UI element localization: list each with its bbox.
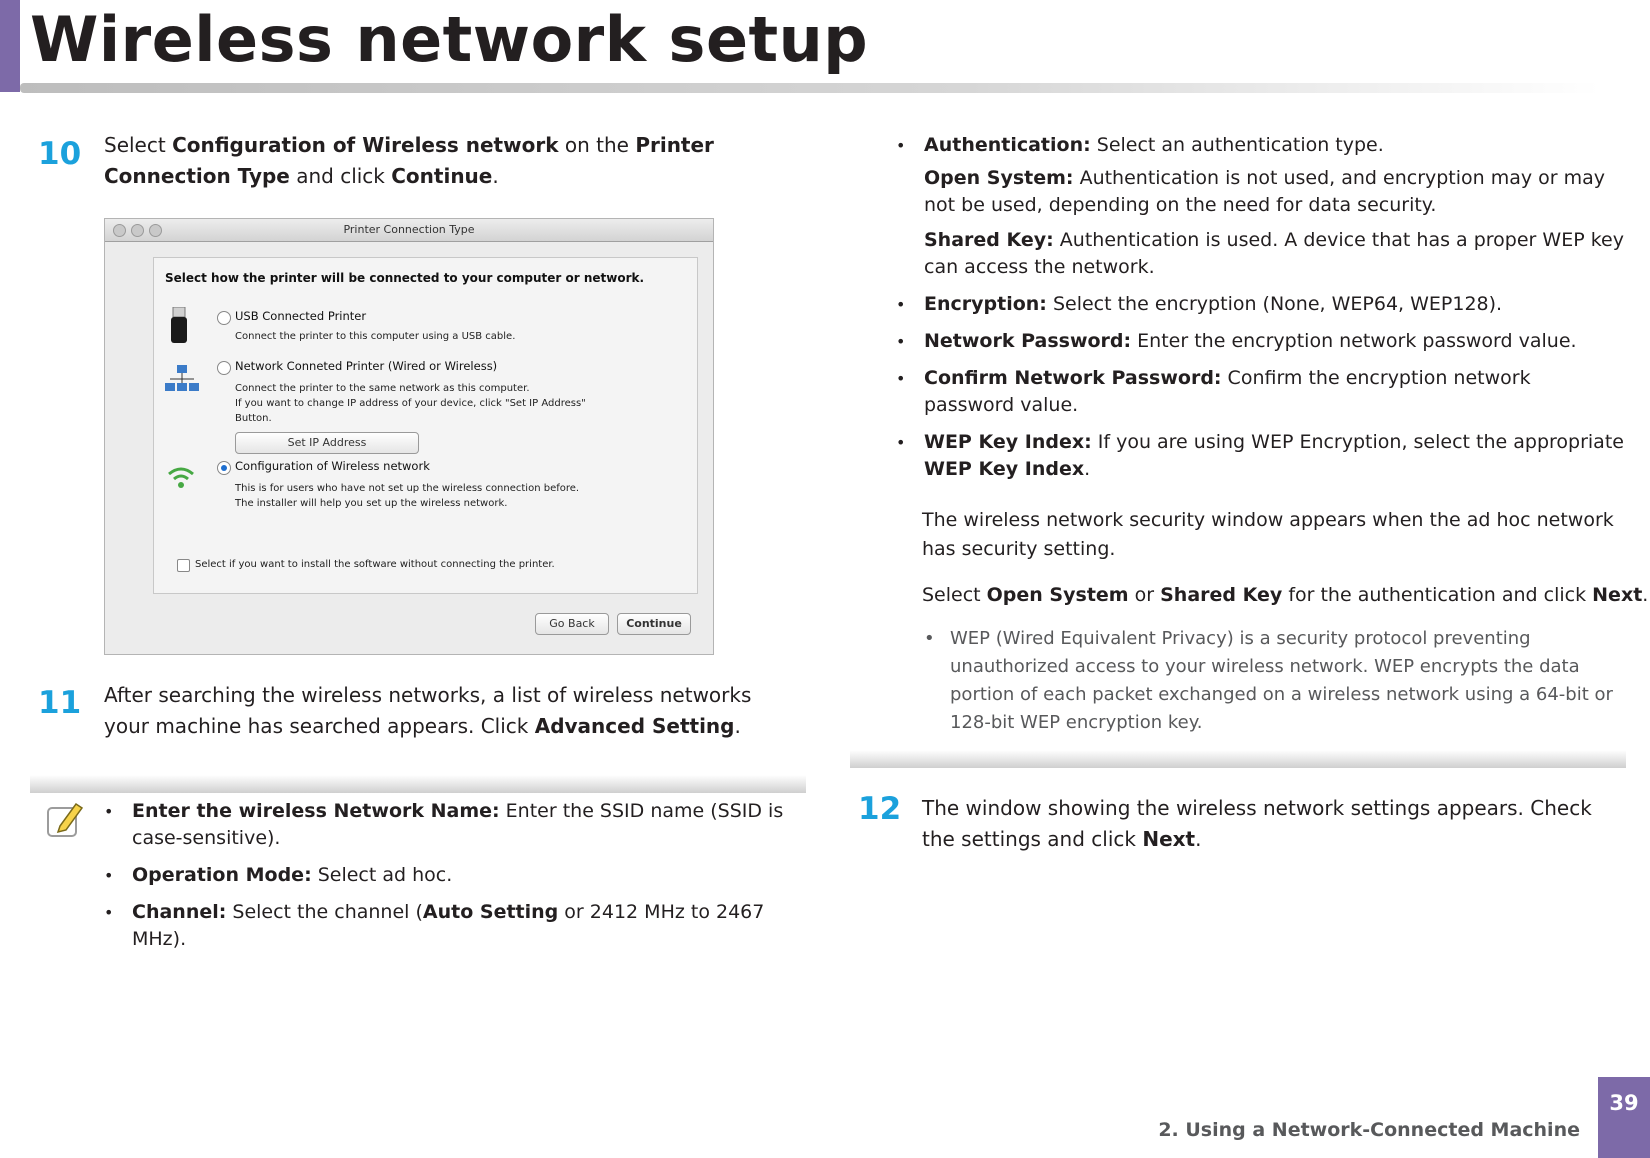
wireless-config-radio[interactable] xyxy=(217,461,231,475)
network-printer-desc-1: Connect the printer to the same network as this computer. xyxy=(235,383,530,394)
install-without-printer-label: Select if you want to install the software without connecting the printer. xyxy=(195,559,555,570)
network-icon xyxy=(165,365,199,397)
select-auth-paragraph: Select Open System or Shared Key for the authentication and click Next. xyxy=(922,584,1649,606)
list-item: • Channel: Select the channel (Auto Setting or 2412 MHz to 2467 MHz). xyxy=(104,899,804,953)
right-column xyxy=(896,132,1626,493)
page-title: Wireless network setup xyxy=(30,3,869,76)
wep-note: • WEP (Wired Equivalent Privacy) is a security protocol preventing unauthorized access to your wireless network. WEP encrypts the data portion of each packet exchanged on a wireless network using a 64-bit or 128-bit WEP encryption key. xyxy=(922,625,1646,737)
step-10-text: Select Configuration of Wireless network on the Printer Connection Type and click Continue. xyxy=(104,133,714,188)
list-item: • Encryption: Select the encryption (None, WEP64, WEP128). xyxy=(896,291,1626,318)
dialog-titlebar xyxy=(105,219,713,242)
printer-connection-dialog xyxy=(104,218,714,655)
step-number-11: 11 xyxy=(38,685,82,721)
wireless-config-desc-1: This is for users who have not set up the wireless connection before. xyxy=(235,483,580,494)
usb-printer-label: USB Connected Printer xyxy=(235,309,367,323)
wireless-config-desc-2: The installer will help you set up the wireless network. xyxy=(235,498,508,509)
minimize-window-icon[interactable] xyxy=(131,224,144,237)
usb-printer-radio[interactable] xyxy=(217,311,231,325)
list-item: • Authentication: Select an authentication type. xyxy=(896,132,1626,159)
close-window-icon[interactable] xyxy=(113,224,126,237)
continue-button[interactable]: Continue xyxy=(617,613,691,635)
step-11-text: After searching the wireless networks, a list of wireless networks your machine has searched appears. Click Advanced Setting. xyxy=(104,683,752,738)
bullet-icon: • xyxy=(924,628,935,649)
set-ip-address-button[interactable]: Set IP Address xyxy=(235,432,419,454)
usb-icon xyxy=(169,307,189,347)
dialog-title: Printer Connection Type xyxy=(343,223,475,236)
step-12-text: The window showing the wireless network settings appears. Check the settings and click Next. xyxy=(922,796,1592,851)
list-item: • WEP Key Index: If you are using WEP Encryption, select the appropriate WEP Key Index. xyxy=(896,429,1626,483)
network-printer-label: Network Conneted Printer (Wired or Wireless) xyxy=(235,359,498,373)
install-without-printer-checkbox[interactable] xyxy=(177,559,190,572)
network-printer-desc-3: Button. xyxy=(235,413,272,424)
list-item: • Network Password: Enter the encryption network password value. xyxy=(896,328,1626,355)
title-divider xyxy=(20,83,1600,93)
note-divider-left xyxy=(30,775,806,793)
security-settings-list xyxy=(896,291,1626,483)
page-number: 39 xyxy=(1598,1077,1650,1158)
note-pencil-icon xyxy=(46,800,86,840)
security-window-paragraph: The wireless network security window appears when the ad hoc network has security setting. xyxy=(922,509,1614,560)
shared-key-desc: Shared Key: Authentication is used. A device that has a proper WEP key can access the network. xyxy=(924,229,1624,278)
network-printer-desc-2: If you want to change IP address of your device, click "Set IP Address" xyxy=(235,398,586,409)
note-divider-right xyxy=(850,750,1626,768)
list-item: • Confirm Network Password: Confirm the encryption network password value. xyxy=(896,365,1626,419)
go-back-button[interactable]: Go Back xyxy=(535,613,609,635)
list-item: • Enter the wireless Network Name: Enter the SSID name (SSID is case-sensitive). xyxy=(104,798,804,852)
network-printer-radio[interactable] xyxy=(217,361,231,375)
list-item: • Operation Mode: Select ad hoc. xyxy=(104,862,804,889)
dialog-heading: Select how the printer will be connected to your computer or network. xyxy=(165,271,645,285)
usb-printer-desc: Connect the printer to this computer using a USB cable. xyxy=(235,331,516,342)
title-accent-bar xyxy=(0,0,20,92)
wireless-config-label: Configuration of Wireless network xyxy=(235,459,430,473)
open-system-desc: Open System: Authentication is not used, and encryption may or may not be used, depending on the need for data security. xyxy=(924,167,1606,216)
note-list-left xyxy=(104,798,804,963)
step-number-10: 10 xyxy=(38,136,82,172)
zoom-window-icon[interactable] xyxy=(149,224,162,237)
footer-chapter: 2. Using a Network-Connected Machine xyxy=(1158,1119,1580,1141)
wireless-icon xyxy=(167,465,195,491)
step-number-12: 12 xyxy=(858,791,902,827)
auth-list xyxy=(896,132,1626,159)
